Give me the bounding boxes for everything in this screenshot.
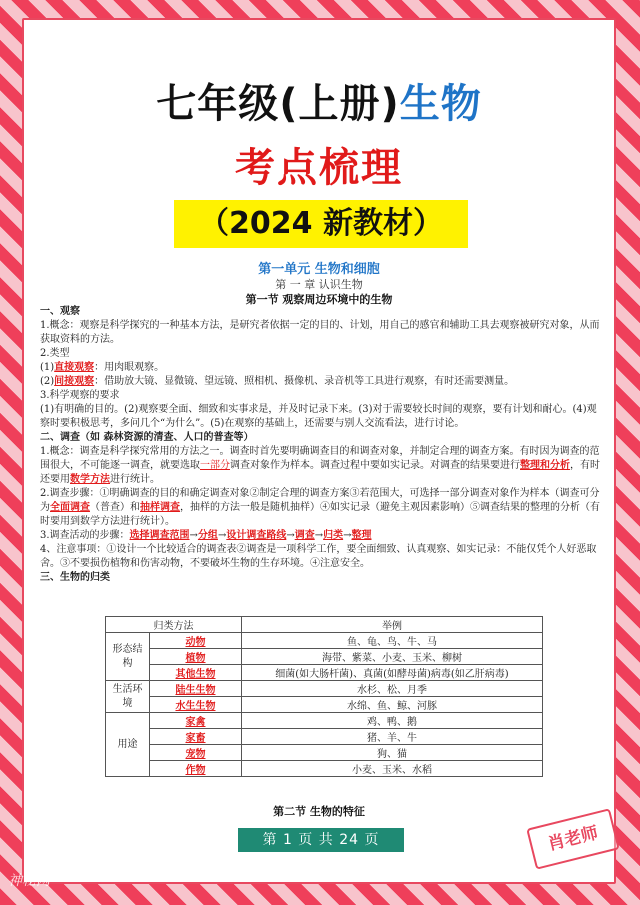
table-example: 细菌(如大肠杆菌)、真菌(如酵母菌)病毒(如乙肝病毒)	[242, 665, 543, 681]
next-section-heading: 第二节 生物的特征	[273, 805, 365, 818]
table-category: 植物	[150, 649, 242, 665]
table-example: 鸡、鸭、鹅	[242, 713, 543, 729]
title-grade: 七年级(上册)	[156, 81, 400, 127]
observe-types-label: 2.类型	[40, 348, 70, 359]
page-indicator: 第 1 页 共 24 页	[238, 828, 404, 852]
table-category: 水生生物	[150, 697, 242, 713]
table-group-label: 生活环境	[106, 681, 150, 713]
table-header-example: 举例	[242, 617, 543, 633]
observe-type-direct: (1)直接观察：用肉眼观察。	[40, 362, 165, 373]
chapter-heading: 第 一 章 认识生物	[275, 278, 363, 291]
survey-notes: 4、注意事项：①设计一个比较适合的调查表②调查是一项科学工作，要全面细致、认真观察、如实记录：不能仅凭个人好恶取舍。③不要损伤植物和伤害动物，不要破坏生物的生存环境。④注意安全。	[40, 544, 597, 569]
table-category: 家畜	[150, 729, 242, 745]
observe-definition: 1.概念：观察是科学探究的一种基本方法，是研究者依据一定的目的、计划，用自己的感官和辅助工具去观察被研究对象，从而获取资料的方法。	[40, 320, 600, 345]
observe-requirements: (1)有明确的目的。(2)观察要全面、细致和实事求是，并及时记录下来。(3)对于需要较长时间的观察，要有计划和耐心。(4)观察时要积极思考，多问几个“为什么”。(5)在观察的基础上，还需要与别人交流看法，进行讨论。	[40, 404, 597, 429]
survey-heading: 二、调查（如 森林资源的清查、人口的普查等）	[40, 432, 254, 443]
observe-type-indirect: (2)间接观察：借助放大镜、显微镜、望远镜、照相机、摄像机、录音机等工具进行观察，有时还需要测量。	[40, 376, 515, 387]
unit-heading: 第一单元 生物和细胞	[258, 262, 380, 277]
table-example: 水杉、松、月季	[242, 681, 543, 697]
table-header-row	[106, 617, 543, 633]
section-heading: 第一节 观察周边环境中的生物	[245, 293, 393, 306]
table-example: 鱼、龟、鸟、牛、马	[242, 633, 543, 649]
table-category: 其他生物	[150, 665, 242, 681]
table-header-method: 归类方法	[106, 617, 242, 633]
table-example: 小麦、玉米、水稻	[242, 761, 543, 777]
table-category: 家禽	[150, 713, 242, 729]
table-category: 作物	[150, 761, 242, 777]
page-title	[24, 72, 614, 129]
table-row	[106, 633, 543, 649]
title-subject: 生物	[399, 81, 482, 127]
survey-steps: 2.调查步骤：①明确调查的目的和确定调查对象②制定合理的调查方案③若范围大，可选择一部分调查对象作为样本（调查可分为全面调查（普查）和抽样调查，抽样的方法一般是随机抽样）④如实记录（避免主观因素影响）⑤调查结果的整理的分析（有时要用到数学方法进行统计）。	[40, 488, 600, 527]
observe-heading: 一、观察	[40, 306, 80, 317]
table-example: 海带、紫菜、小麦、玉米、柳树	[242, 649, 543, 665]
teacher-stamp: 肖老师	[526, 808, 620, 870]
observe-requirements-label: 3.科学观察的要求	[40, 390, 120, 401]
table-row	[106, 761, 543, 777]
table-group-label: 用途	[106, 713, 150, 777]
table-row	[106, 745, 543, 761]
table-row	[106, 713, 543, 729]
edition-banner: （2024 新教材）	[174, 200, 468, 248]
page-subtitle: 考点梳理	[235, 145, 403, 191]
survey-activity-steps: 3.调查活动的步骤：选择调查范围→分组→设计调查路线→调查→归类→整理	[40, 530, 372, 541]
table-example: 水绵、鱼、鲸、河豚	[242, 697, 543, 713]
survey-definition: 1.概念：调查是科学探究常用的方法之一。调查时首先要明确调查目的和调查对象，并制定合理的调查方案。有时因为调查的范围很大，不可能逐一调查，就要选取一部分调查对象作为样本。调查过程中要如实记录。对调查的结果要进行整理和分析，有时还要用数学方法进行统计。	[40, 446, 600, 485]
table-row	[106, 681, 543, 697]
table-category: 宠物	[150, 745, 242, 761]
document-page	[22, 18, 616, 884]
table-example: 猪、羊、牛	[242, 729, 543, 745]
table-group-label: 形态结构	[106, 633, 150, 681]
table-row	[106, 697, 543, 713]
notes-body	[40, 305, 600, 585]
table-row	[106, 649, 543, 665]
table-row	[106, 729, 543, 745]
site-watermark: 神秘网	[8, 873, 50, 889]
table-category: 陆生生物	[150, 681, 242, 697]
table-row	[106, 665, 543, 681]
classification-table	[105, 616, 543, 777]
table-example: 狗、猫	[242, 745, 543, 761]
classify-heading: 三、生物的归类	[40, 572, 110, 583]
table-category: 动物	[150, 633, 242, 649]
